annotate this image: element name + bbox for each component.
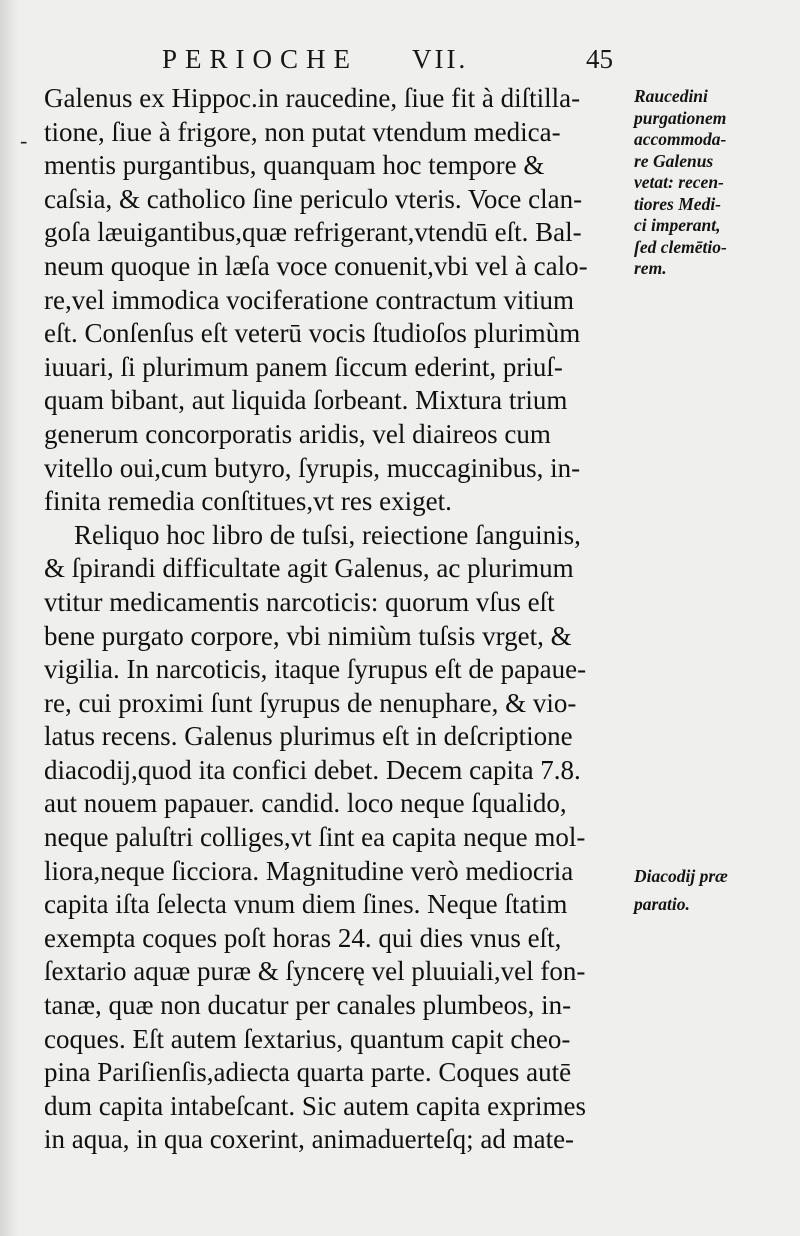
margin-note-line: Diacodij præ	[634, 866, 728, 886]
chapter-number: VII.	[412, 44, 469, 74]
text-line: caſsia, & catholico ſine periculo vteris. Voce clan-	[44, 183, 583, 214]
text-line: latus recens. Galenus plurimus eſt in deſcriptione	[44, 721, 573, 752]
text-line: tanæ, quæ non ducatur per canales plumbeos, in-	[44, 990, 572, 1021]
folio-number: 45	[586, 44, 613, 74]
text-line: neum quoque in læſa voce conuenit,vbi vel à calo-	[44, 250, 588, 281]
text-line: liora,neque ſicciora. Magnitudine verò mediocria	[44, 855, 574, 886]
margin-note-raucedini	[634, 86, 794, 280]
text-line: capita iſta ſelecta vnum diem ſines. Neque ſtatim	[44, 889, 568, 920]
text-line: vigilia. In narcoticis, itaque ſyrupus eſt de papaue-	[44, 654, 587, 685]
margin-note-line: tiores Medi-	[634, 193, 722, 214]
text-line: quam bibant, aut liquida ſorbeant. Mixtura trium	[44, 385, 568, 416]
text-line: in aqua, in qua coxerint, animaduerteſq; ad mate-	[44, 1124, 575, 1155]
margin-note-line: purgationem	[634, 107, 727, 128]
marginal-mark: -	[20, 128, 28, 153]
margin-note-line: vetat: recen-	[634, 172, 724, 192]
text-line: eſt. Conſenſus eſt veterū vocis ſtudioſos plurimùm	[44, 318, 581, 349]
margin-note-line: rem.	[634, 258, 667, 278]
text-line: re, cui proximi ſunt ſyrupus de nenuphare, & vio-	[44, 687, 577, 718]
text-line: pina Pariſienſis,adiecta quarta parte. Coques autē	[44, 1057, 572, 1088]
margin-note-line: accommoda-	[634, 129, 727, 149]
margin-note-line: ſed clemētio-	[634, 236, 727, 257]
text-line: finita remedia conſtitues,vt res exiget.	[44, 486, 452, 517]
margin-note-line: re Galenus	[634, 150, 714, 171]
text-line: ſextario aquæ puræ & ſyncerę vel pluuiali,vel fon-	[44, 956, 586, 987]
text-line: vtitur medicamentis narcoticis: quorum vſus eſt	[44, 586, 555, 617]
margin-note-line: Raucedini	[634, 86, 708, 106]
text-line: iuuari, ſi plurimum panem ſiccum ederint, priuſ-	[44, 351, 563, 382]
text-line: Galenus ex Hippoc.in raucedine, ſiue fit à diſtilla-	[44, 83, 581, 113]
running-head: PERIOCHE	[162, 44, 359, 74]
text-line: coques. Eſt autem ſextarius, quantum capit cheo-	[44, 1023, 571, 1054]
text-line: goſa læuigantibus,quæ refrigerant,vtendū eſt. Bal-	[44, 217, 582, 248]
text-line: mentis purgantibus, quanquam hoc tempore &	[44, 150, 545, 181]
text-line: re,vel immodica vociferatione contractum vitium	[44, 284, 575, 315]
margin-note-diacodij	[634, 862, 794, 918]
margin-note-line: paratio.	[634, 894, 690, 914]
text-line: neque paluſtri colliges,vt ſint ea capita neque mol-	[44, 822, 586, 853]
text-line: & ſpirandi difficultate agit Galenus, ac plurimum	[44, 553, 574, 584]
text-line: vitello oui,cum butyro, ſyrupis, muccaginibus, in-	[44, 452, 581, 483]
body-text	[44, 82, 634, 1157]
text-line: bene purgato corpore, vbi nimiùm tuſsis vrget, &	[44, 620, 572, 651]
margin-note-line: ci imperant,	[634, 215, 721, 235]
text-line: tione, ſiue à frigore, non putat vtendum medica-	[44, 116, 561, 147]
text-line: diacodij,quod ita confici debet. Decem capita 7.8.	[44, 754, 581, 785]
paragraph-start-line: Reliquo hoc libro de tuſsi, reiectione ſanguinis,	[74, 519, 581, 550]
text-line: aut nouem papauer. candid. loco neque ſqualido,	[44, 788, 567, 819]
text-line: exempta coques poſt horas 24. qui dies vnus eſt,	[44, 922, 562, 953]
text-line: generum concorporatis aridis, vel diaireos cum	[44, 418, 551, 449]
page-gutter-shadow	[0, 0, 18, 1236]
text-line: dum capita intabeſcant. Sic autem capita exprimes	[44, 1090, 587, 1121]
page-header	[160, 44, 620, 78]
